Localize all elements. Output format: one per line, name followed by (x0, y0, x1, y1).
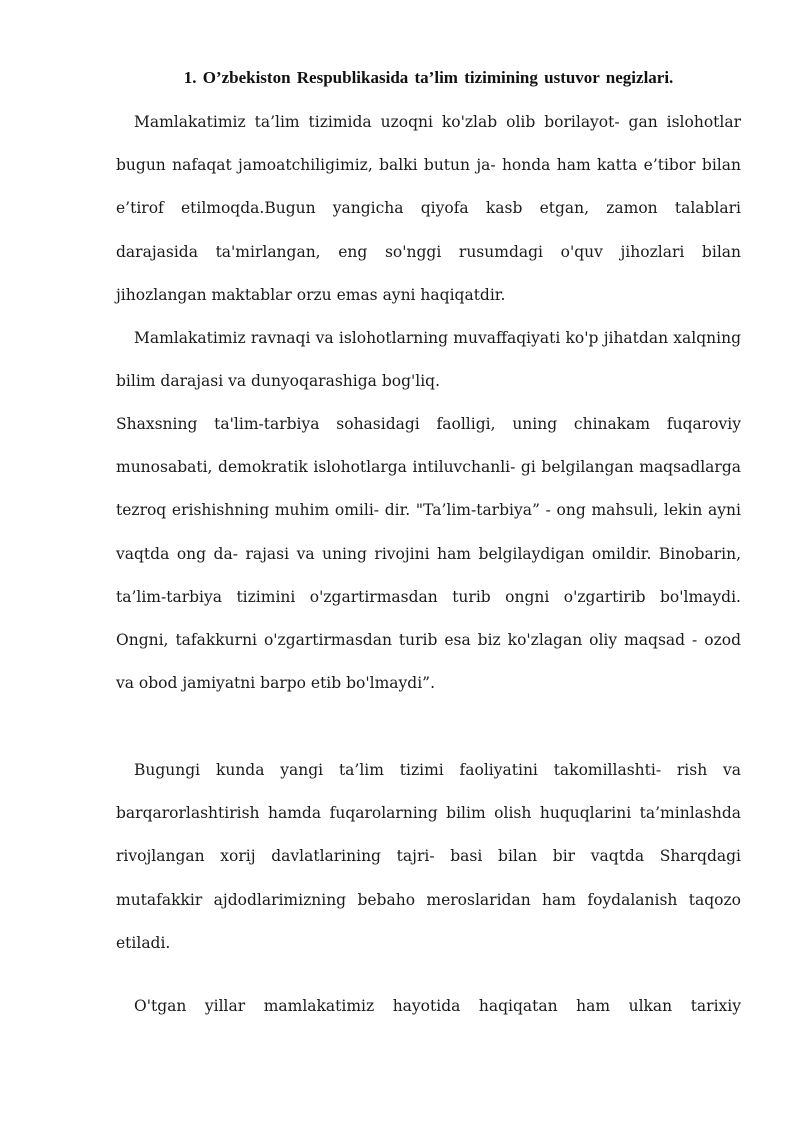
paragraph-2: Mamlakatimiz ravnaqi va islohotlarning muvaffaqiyati ko'p jihatdan xalqning bilim darajasi va dunyoqarashiga bog'liq. (116, 329, 741, 391)
paragraph-3: Shaxsning ta'lim-tarbiya sohasidagi faolligi, uning chinakam fuqaroviy munosabati, demokratik islohotlarga intiluvchanli- gi belgilangan maqsadlarga tezroq erishishning muhim omili- dir. "Ta’lim-tarbiya” - ong mahsuli, lekin ayni vaqtda ong da- rajasi va uning rivojini ham belgilaydigan omildir. Binobarin, ta’lim-tarbiya tizimini o'zgartirmasdan turib ongni o'zgartirib bo'lmaydi. Ongni, tafakkurni o'zgartirmasdan turib esa biz ko'zlagan oliy maqsad - ozod va obod jamiyatni barpo etib bo'lmaydi”. (116, 415, 741, 693)
paragraph-1: Mamlakatimiz ta’lim tizimida uzoqni ko'zlab olib borilayot- gan islohotlar bugun nafaqat jamoatchiligimiz, balki butun ja- honda ham katta e’tibor bilan e’tirof etilmoqda.Bugun yangicha qiyofa kasb etgan, zamon talablari darajasida ta'mirlangan, eng so'nggi rusumdagi o'quv jihozlari bilan jihozlangan maktablar orzu emas ayni haqiqatdir. (116, 113, 741, 304)
section-heading: 1. O’zbekiston Respublikasida ta’lim tizimining ustuvor negizlari. (183, 68, 674, 87)
paragraph-4: Bugungi kunda yangi ta’lim tizimi faoliyatini takomillashti- rish va barqarorlashtirish hamda fuqarolarning bilim olish huquqlarini ta’minlashda rivojlangan xorij davlatlarining tajri- basi bilan bir vaqtda Sharqdagi mutafakkir ajdodlarimizning bebaho meroslaridan ham foydalanish taqozo etiladi. (116, 761, 741, 952)
paragraph-5: O'tgan yillar mamlakatimiz hayotida haqiqatan ham ulkan tarixiy (134, 997, 741, 1015)
